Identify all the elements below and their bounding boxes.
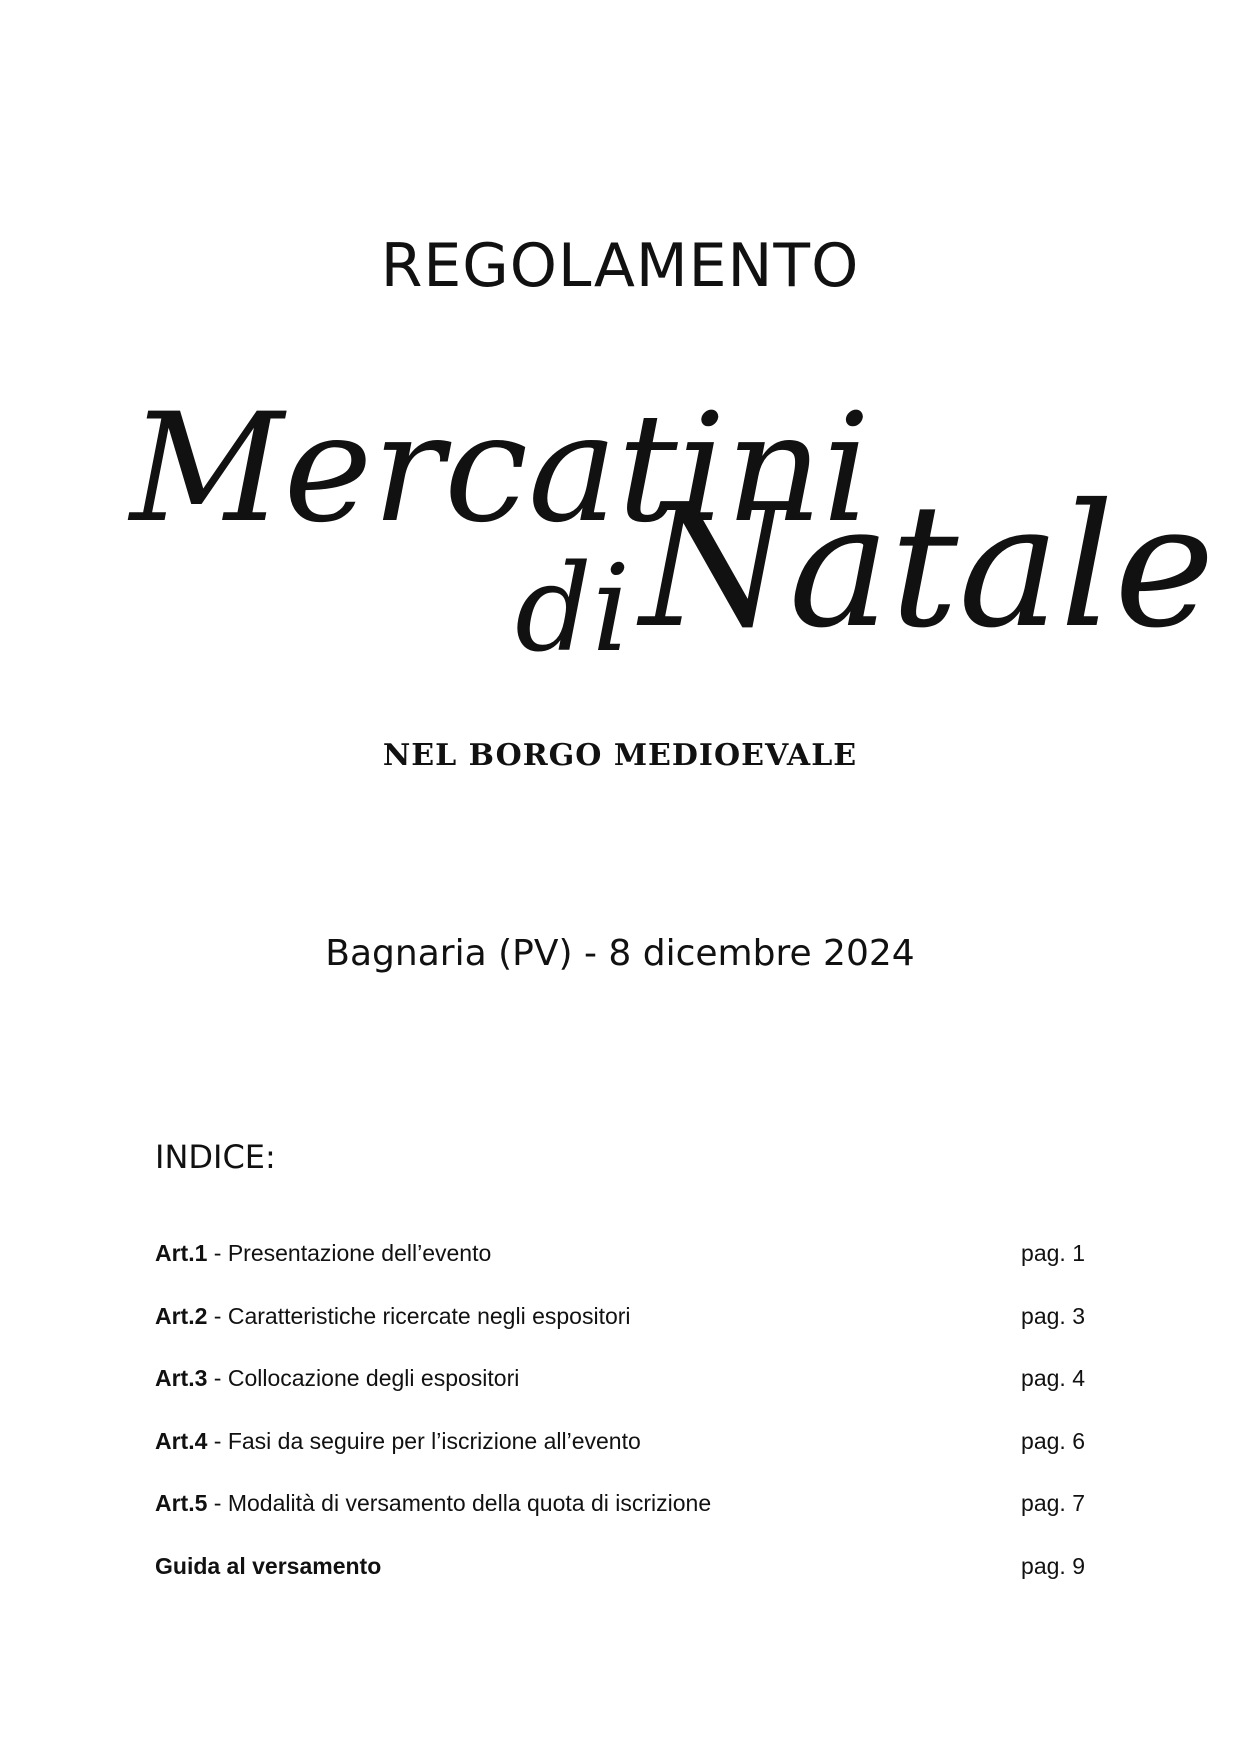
event-subtitle: NEL BORGO MEDIOEVALE [382, 738, 858, 773]
toc-entry-title: - Caratteristiche ricercate negli espositori [207, 1302, 631, 1329]
toc-entry-page: pag. 9 [1021, 1552, 1085, 1579]
toc-entry-article: Art.1 [155, 1240, 208, 1266]
toc-entry-art4 [155, 1428, 1085, 1491]
toc-entry-page: pag. 3 [1021, 1302, 1085, 1329]
toc-entry-art2 [155, 1303, 1085, 1366]
toc-entry-page: pag. 6 [1021, 1427, 1085, 1454]
toc-entry-article: Art.5 [155, 1490, 208, 1516]
toc-entry-art5 [155, 1490, 1085, 1553]
toc-entry-article: Guida al versamento [155, 1552, 382, 1579]
table-of-contents [155, 1240, 1085, 1615]
toc-entry-guida [155, 1553, 1085, 1616]
toc-entry-title: - Modalità di versamento della quota di iscrizione [207, 1490, 712, 1516]
toc-entry-article: Art.2 [155, 1302, 208, 1329]
toc-entry-label [155, 1490, 711, 1517]
toc-entry-page: pag. 4 [1021, 1365, 1085, 1391]
page-title: REGOLAMENTO [380, 231, 860, 302]
toc-entry-label [155, 1365, 519, 1392]
toc-entry-title: - Presentazione dell’evento [207, 1240, 492, 1266]
toc-entry-label [155, 1553, 381, 1580]
toc-entry-title: - Fasi da seguire per l’iscrizione all’evento [207, 1427, 641, 1454]
toc-entry-art1 [155, 1240, 1085, 1303]
event-place-date: Bagnaria (PV) - 8 dicembre 2024 [325, 933, 915, 974]
toc-entry-label [155, 1240, 491, 1267]
event-logo [120, 382, 1215, 730]
toc-entry-article: Art.3 [155, 1365, 208, 1391]
toc-heading: INDICE: [155, 1138, 276, 1176]
logo-mercatini: Mercatini [130, 382, 871, 556]
logo-di: di [515, 540, 631, 679]
toc-entry-label [155, 1303, 631, 1330]
toc-entry-title: - Collocazione degli espositori [207, 1365, 520, 1391]
toc-entry-page: pag. 1 [1021, 1240, 1085, 1266]
toc-entry-article: Art.4 [155, 1427, 208, 1454]
toc-entry-art3 [155, 1365, 1085, 1428]
toc-entry-page: pag. 7 [1021, 1490, 1085, 1516]
logo-natale: Natale [640, 468, 1215, 666]
toc-entry-label [155, 1428, 641, 1455]
